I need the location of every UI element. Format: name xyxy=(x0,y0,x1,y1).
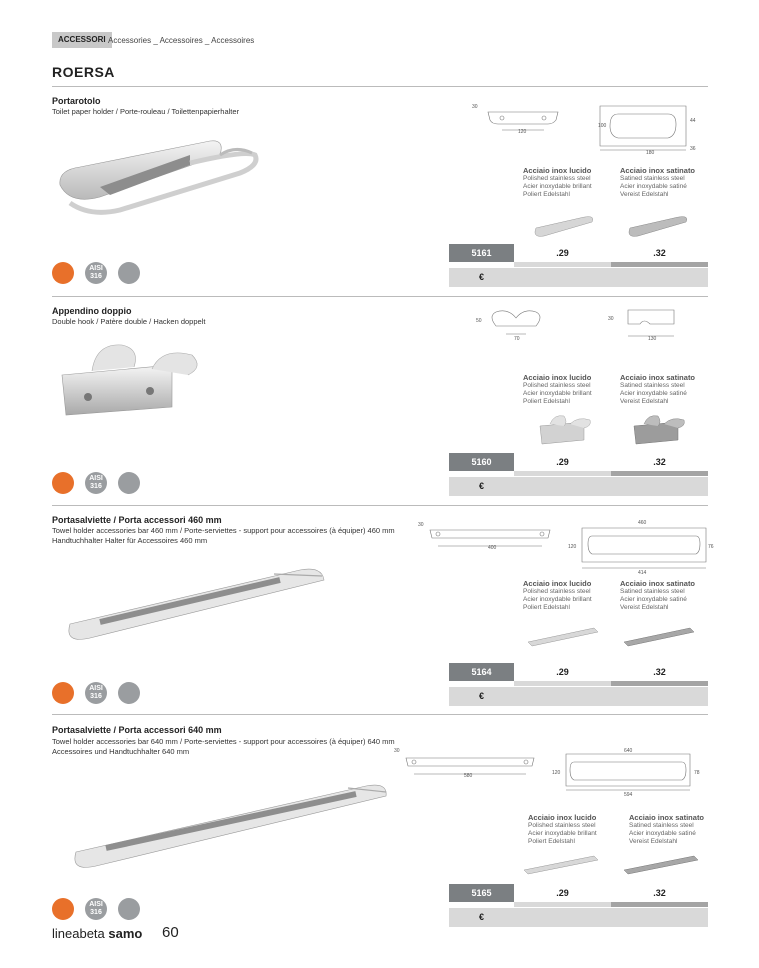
finish-code-satin: .32 xyxy=(653,888,666,898)
finish-title: Acciaio inox satinato xyxy=(620,166,696,175)
finish-code-polished: .29 xyxy=(556,457,569,467)
product-code: 5164 xyxy=(449,663,514,681)
dimension-label: 400 xyxy=(488,545,497,551)
finish-code-satin: .32 xyxy=(653,457,666,467)
badge-line: 316 xyxy=(90,273,102,280)
finish-desc: Poliert Edelstahl xyxy=(523,398,570,405)
bar xyxy=(514,262,611,267)
price-cell xyxy=(514,477,708,496)
finish-desc: Vereist Edelstahl xyxy=(620,604,669,611)
technical-drawing xyxy=(468,100,708,160)
finish-thumbnail-polished xyxy=(530,208,600,238)
finish-desc: Satined stainless steel xyxy=(620,588,685,595)
badge-line: AISI xyxy=(89,265,103,272)
product-description: Double hook / Patère double / Hacken doppelt xyxy=(52,317,206,326)
product-title: Portasalviette / Porta accessori 640 mm xyxy=(52,725,222,735)
finish-thumbnail-satin xyxy=(620,850,704,876)
finish-desc: Vereist Edelstahl xyxy=(620,191,669,198)
product-title: Portasalviette / Porta accessori 460 mm xyxy=(52,515,222,525)
finish-title: Acciaio inox lucido xyxy=(523,373,592,382)
bar xyxy=(611,902,708,907)
finish-desc: Polished stainless steel xyxy=(523,175,591,182)
category-tag: ACCESSORI xyxy=(52,32,112,48)
dimension-label: 70 xyxy=(514,336,520,342)
quality-seal-icon xyxy=(118,682,140,704)
quality-seal-icon xyxy=(118,898,140,920)
badge-line: AISI xyxy=(89,901,103,908)
finish-code-satin: .32 xyxy=(653,667,666,677)
divider xyxy=(52,505,708,506)
finish-desc: Satined stainless steel xyxy=(620,382,685,389)
price-currency: € xyxy=(449,687,514,706)
finish-desc: Acier inoxydable satiné xyxy=(620,390,687,397)
dimension-label: 120 xyxy=(518,129,527,135)
quality-seal-icon xyxy=(118,262,140,284)
product-image-towel-bar-460 xyxy=(60,562,335,652)
dimension-label: 76 xyxy=(708,544,714,550)
technical-drawing xyxy=(392,744,708,804)
finish-thumbnail-satin xyxy=(628,412,692,448)
finish-title: Acciaio inox satinato xyxy=(620,579,696,588)
finish-thumbnail-polished xyxy=(524,624,604,648)
finish-desc: Poliert Edelstahl xyxy=(523,191,570,198)
finish-title: Acciaio inox satinato xyxy=(629,813,705,822)
badge-line: 316 xyxy=(90,909,102,916)
finish-desc: Polished stainless steel xyxy=(523,588,591,595)
bar xyxy=(611,262,708,267)
wall-mount-icon xyxy=(52,472,74,494)
finish-thumbnail-satin xyxy=(624,208,694,238)
badge-line: 316 xyxy=(90,483,102,490)
divider xyxy=(52,714,708,715)
product-description: Towel holder accessories bar 640 mm / Porte-serviettes - support pour accessoires (à équiper) 640 mm xyxy=(52,737,395,746)
finish-desc: Vereist Edelstahl xyxy=(629,838,678,845)
technical-drawing xyxy=(472,306,708,346)
dimension-label: 78 xyxy=(694,770,700,776)
dimension-label: 594 xyxy=(624,792,633,798)
finish-desc: Acier inoxydable brillant xyxy=(523,183,592,190)
dimension-label: 580 xyxy=(464,773,473,779)
bar xyxy=(611,471,708,476)
bar xyxy=(514,471,611,476)
finish-desc: Acier inoxydable brillant xyxy=(523,390,592,397)
divider xyxy=(52,86,708,87)
price-currency: € xyxy=(449,477,514,496)
aisi-316-badge xyxy=(85,898,107,920)
product-description: Towel holder accessories bar 460 mm / Porte-serviettes - support pour accessoires (à équiper) 460 mm xyxy=(52,526,395,535)
divider xyxy=(52,296,708,297)
product-description: Accessoires und Handtuchhalter 640 mm xyxy=(52,747,190,756)
finish-thumbnail-polished xyxy=(520,850,604,876)
finish-title: Acciaio inox satinato xyxy=(620,373,696,382)
dimension-label: 100 xyxy=(598,123,607,129)
finish-thumbnail-polished xyxy=(534,412,598,448)
finish-title: Acciaio inox lucido xyxy=(523,579,592,588)
product-title: Portarotolo xyxy=(52,96,101,106)
finish-desc: Acier inoxydable satiné xyxy=(629,830,696,837)
finish-code-polished: .29 xyxy=(556,248,569,258)
finish-desc: Acier inoxydable satiné xyxy=(620,596,687,603)
finish-desc: Polished stainless steel xyxy=(523,382,591,389)
product-description: Toilet paper holder / Porte-rouleau / Toilettenpapierhalter xyxy=(52,107,240,116)
bar xyxy=(514,902,611,907)
bar xyxy=(611,681,708,686)
finish-thumbnail-satin xyxy=(620,624,700,648)
dimension-label: 120 xyxy=(552,770,561,776)
finish-desc: Acier inoxydable brillant xyxy=(528,830,597,837)
finish-desc: Satined stainless steel xyxy=(620,175,685,182)
aisi-316-badge xyxy=(85,682,107,704)
dimension-label: 640 xyxy=(624,748,633,754)
brand-samo: samo xyxy=(108,926,143,941)
product-code: 5165 xyxy=(449,884,514,902)
product-title: Appendino doppio xyxy=(52,306,132,316)
badge-line: AISI xyxy=(89,475,103,482)
dimension-label: 180 xyxy=(646,150,655,156)
dimension-label: 44 xyxy=(690,118,696,124)
collection-title: ROERSA xyxy=(52,64,115,80)
dimension-label: 30 xyxy=(418,522,424,528)
product-code: 5160 xyxy=(449,453,514,471)
finish-title: Acciaio inox lucido xyxy=(528,813,597,822)
product-code: 5161 xyxy=(449,244,514,262)
price-cell xyxy=(514,268,708,287)
aisi-316-badge xyxy=(85,472,107,494)
page-number: 60 xyxy=(162,924,179,941)
technical-drawing xyxy=(416,518,712,578)
finish-desc: Polished stainless steel xyxy=(528,822,596,829)
dimension-label: 120 xyxy=(568,544,577,550)
badge-line: 316 xyxy=(90,693,102,700)
dimension-label: 30 xyxy=(608,316,614,322)
dimension-label: 460 xyxy=(638,520,647,526)
finish-desc: Poliert Edelstahl xyxy=(523,604,570,611)
dimension-label: 36 xyxy=(690,146,696,152)
dimension-label: 30 xyxy=(394,748,400,754)
wall-mount-icon xyxy=(52,682,74,704)
quality-seal-icon xyxy=(118,472,140,494)
price-currency: € xyxy=(449,908,514,927)
finish-code-satin: .32 xyxy=(653,248,666,258)
finish-desc: Acier inoxydable satiné xyxy=(620,183,687,190)
product-image-double-hook xyxy=(52,335,232,430)
footer-brand xyxy=(52,926,142,941)
badge-line: AISI xyxy=(89,685,103,692)
finish-desc: Acier inoxydable brillant xyxy=(523,596,592,603)
price-currency: € xyxy=(449,268,514,287)
bar xyxy=(514,681,611,686)
wall-mount-icon xyxy=(52,898,74,920)
header-subtitle: Accessories _ Accessoires _ Accessoires xyxy=(108,36,255,45)
finish-desc: Poliert Edelstahl xyxy=(528,838,575,845)
aisi-316-badge xyxy=(85,262,107,284)
brand-lineabeta: lineabeta xyxy=(52,926,105,941)
finish-desc: Vereist Edelstahl xyxy=(620,398,669,405)
dimension-label: 50 xyxy=(476,318,482,324)
dimension-label: 30 xyxy=(472,104,478,110)
dimension-label: 130 xyxy=(648,336,657,342)
finish-desc: Satined stainless steel xyxy=(629,822,694,829)
product-image-toilet-paper-holder xyxy=(40,125,280,235)
wall-mount-icon xyxy=(52,262,74,284)
price-cell xyxy=(514,687,708,706)
product-image-towel-bar-640 xyxy=(66,776,396,876)
finish-code-polished: .29 xyxy=(556,667,569,677)
finish-code-polished: .29 xyxy=(556,888,569,898)
product-description: Handtuchhalter Halter für Accessoires 460 mm xyxy=(52,536,208,545)
price-cell xyxy=(514,908,708,927)
dimension-label: 414 xyxy=(638,570,647,576)
finish-title: Acciaio inox lucido xyxy=(523,166,592,175)
